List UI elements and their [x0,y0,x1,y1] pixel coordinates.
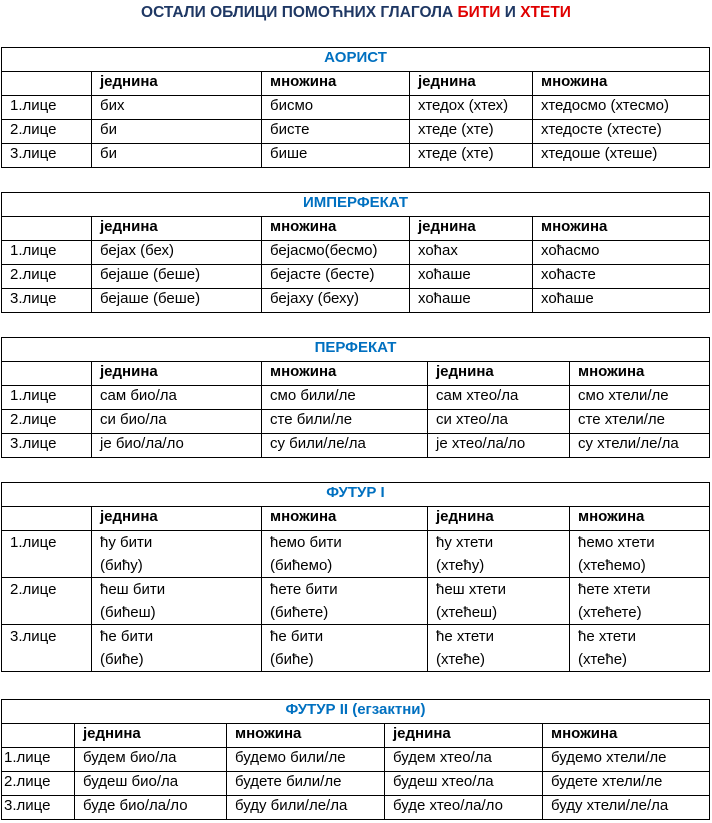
title-verb-hteti: ХТЕТИ [520,4,571,21]
cell-line: (биће) [270,651,314,668]
cell: би [92,120,262,144]
cell: бејах (бех) [92,241,262,265]
cell: сте хтели/ле [570,410,710,434]
cell: бисте [262,120,410,144]
table-row [2,265,710,289]
cell-line: ћемо хтети [578,534,655,551]
cell [428,578,570,625]
future2-heading: ФУТУР II (егзактни) [2,700,710,724]
cell-line: (хтећете) [578,604,642,621]
table-row [2,578,710,625]
cell: хтеде (хте) [410,144,533,168]
cell-line: ћеш хтети [436,581,507,598]
cell-line: ћемо бити [270,534,342,551]
col-singular: једнина [75,724,227,748]
cell: хоћасмо [533,241,710,265]
cell-line: (бићеш) [100,604,156,621]
cell: бих [92,96,262,120]
cell [570,578,710,625]
cell: будеш хтео/ла [385,772,543,796]
person-label: 3.лице [2,625,92,672]
cell: будеш био/ла [75,772,227,796]
cell-line: (хтећеш) [436,604,498,621]
cell-line: (хтеће) [578,651,628,668]
table-row [2,386,710,410]
cell-line: ће хтети [436,628,494,645]
corner-cell [2,217,92,241]
cell-line: ћеш бити [100,581,166,598]
cell: је био/ла/ло [92,434,262,458]
table-row [2,748,710,772]
table-row [2,531,710,578]
cell: сам био/ла [92,386,262,410]
cell-line: (бићемо) [270,557,333,574]
table-row [2,434,710,458]
cell: хтедосте (хтесте) [533,120,710,144]
cell: хтеде (хте) [410,120,533,144]
person-label: 1.лице [2,748,75,772]
corner-cell [2,724,75,748]
imperfect-table [1,192,710,313]
perfect-heading: ПЕРФЕКАТ [2,338,710,362]
cell-line: ће бити [270,628,324,645]
cell: буду хтели/ле/ла [543,796,710,820]
person-label: 2.лице [2,265,92,289]
cell: бисмо [262,96,410,120]
cell: бејаху (беху) [262,289,410,313]
col-singular: једнина [92,362,262,386]
person-label: 3.лице [2,289,92,313]
person-label: 2.лице [2,772,75,796]
person-label: 2.лице [2,410,92,434]
col-singular: једнина [410,217,533,241]
col-plural: множина [533,217,710,241]
cell: буде био/ла/ло [75,796,227,820]
cell: бејасте (бесте) [262,265,410,289]
cell: хтедох (хтех) [410,96,533,120]
table-row [2,96,710,120]
col-plural: множина [543,724,710,748]
cell: будете били/ле [227,772,385,796]
aorist-table [1,47,710,168]
cell: су хтели/ле/ла [570,434,710,458]
cell: бејаше (беше) [92,265,262,289]
cell: бејасмо(бесмо) [262,241,410,265]
col-plural: множина [533,72,710,96]
col-plural: множина [262,72,410,96]
table-row [2,772,710,796]
imperfect-heading: ИМПЕРФЕКАТ [2,193,710,217]
table-row [2,410,710,434]
cell [570,625,710,672]
col-plural: множина [227,724,385,748]
col-singular: једнина [92,217,262,241]
corner-cell [2,507,92,531]
cell [92,531,262,578]
corner-cell [2,72,92,96]
cell: би [92,144,262,168]
cell: будем био/ла [75,748,227,772]
cell: будемо хтели/ле [543,748,710,772]
cell [92,578,262,625]
col-singular: једнина [385,724,543,748]
col-plural: множина [570,362,710,386]
cell [428,531,570,578]
cell [262,625,428,672]
title-text: ОСТАЛИ ОБЛИЦИ ПОМОЋНИХ ГЛАГОЛА [141,4,454,21]
col-singular: једнина [92,507,262,531]
col-plural: множина [262,507,428,531]
cell-line: (хтећемо) [578,557,646,574]
cell: хоћах [410,241,533,265]
future2-table [1,699,710,820]
person-label: 3.лице [2,144,92,168]
future1-heading: ФУТУР I [2,483,710,507]
cell: хтедосмо (хтесмо) [533,96,710,120]
aorist-heading: АОРИСТ [2,48,710,72]
cell: хоћасте [533,265,710,289]
col-singular: једнина [92,72,262,96]
person-label: 3.лице [2,434,92,458]
cell: хоћаше [533,289,710,313]
cell: си био/ла [92,410,262,434]
person-label: 3.лице [2,796,75,820]
table-row [2,796,710,820]
cell-line: (бићу) [100,557,143,574]
person-label: 1.лице [2,241,92,265]
title-conjunction: И [504,4,516,21]
cell-line: ће хтети [578,628,636,645]
cell-line: (хтећу) [436,557,485,574]
table-row [2,120,710,144]
future1-table [1,482,710,672]
cell: будем хтео/ла [385,748,543,772]
cell: будете хтели/ле [543,772,710,796]
cell-line: (бићете) [270,604,329,621]
page-title [0,2,712,24]
cell [428,625,570,672]
person-label: 1.лице [2,531,92,578]
cell-line: ћу хтети [436,534,494,551]
cell-line: ћете бити [270,581,338,598]
table-row [2,241,710,265]
cell-line: (хтеће) [436,651,486,668]
cell: хтедоше (хтеше) [533,144,710,168]
title-verb-biti: БИТИ [457,4,501,21]
person-label: 2.лице [2,578,92,625]
cell: смо хтели/ле [570,386,710,410]
cell: бејаше (беше) [92,289,262,313]
cell: хоћаше [410,289,533,313]
cell [262,531,428,578]
cell: си хтео/ла [428,410,570,434]
cell-line: ћете хтети [578,581,651,598]
perfect-table [1,337,710,458]
person-label: 1.лице [2,386,92,410]
col-plural: множина [262,362,428,386]
table-row [2,289,710,313]
cell: је хтео/ла/ло [428,434,570,458]
cell-line: (биће) [100,651,144,668]
cell: бише [262,144,410,168]
table-row [2,144,710,168]
cell: буде хтео/ла/ло [385,796,543,820]
col-singular: једнина [428,362,570,386]
cell: будемо били/ле [227,748,385,772]
cell: сте били/ле [262,410,428,434]
cell: смо били/ле [262,386,428,410]
cell-line: ћу бити [100,534,153,551]
col-singular: једнина [428,507,570,531]
cell: сам хтео/ла [428,386,570,410]
table-row [2,625,710,672]
cell: хоћаше [410,265,533,289]
person-label: 2.лице [2,120,92,144]
cell: су били/ле/ла [262,434,428,458]
col-singular: једнина [410,72,533,96]
person-label: 1.лице [2,96,92,120]
cell [262,578,428,625]
corner-cell [2,362,92,386]
cell: буду били/ле/ла [227,796,385,820]
col-plural: множина [570,507,710,531]
col-plural: множина [262,217,410,241]
cell-line: ће бити [100,628,154,645]
cell [92,625,262,672]
cell [570,531,710,578]
